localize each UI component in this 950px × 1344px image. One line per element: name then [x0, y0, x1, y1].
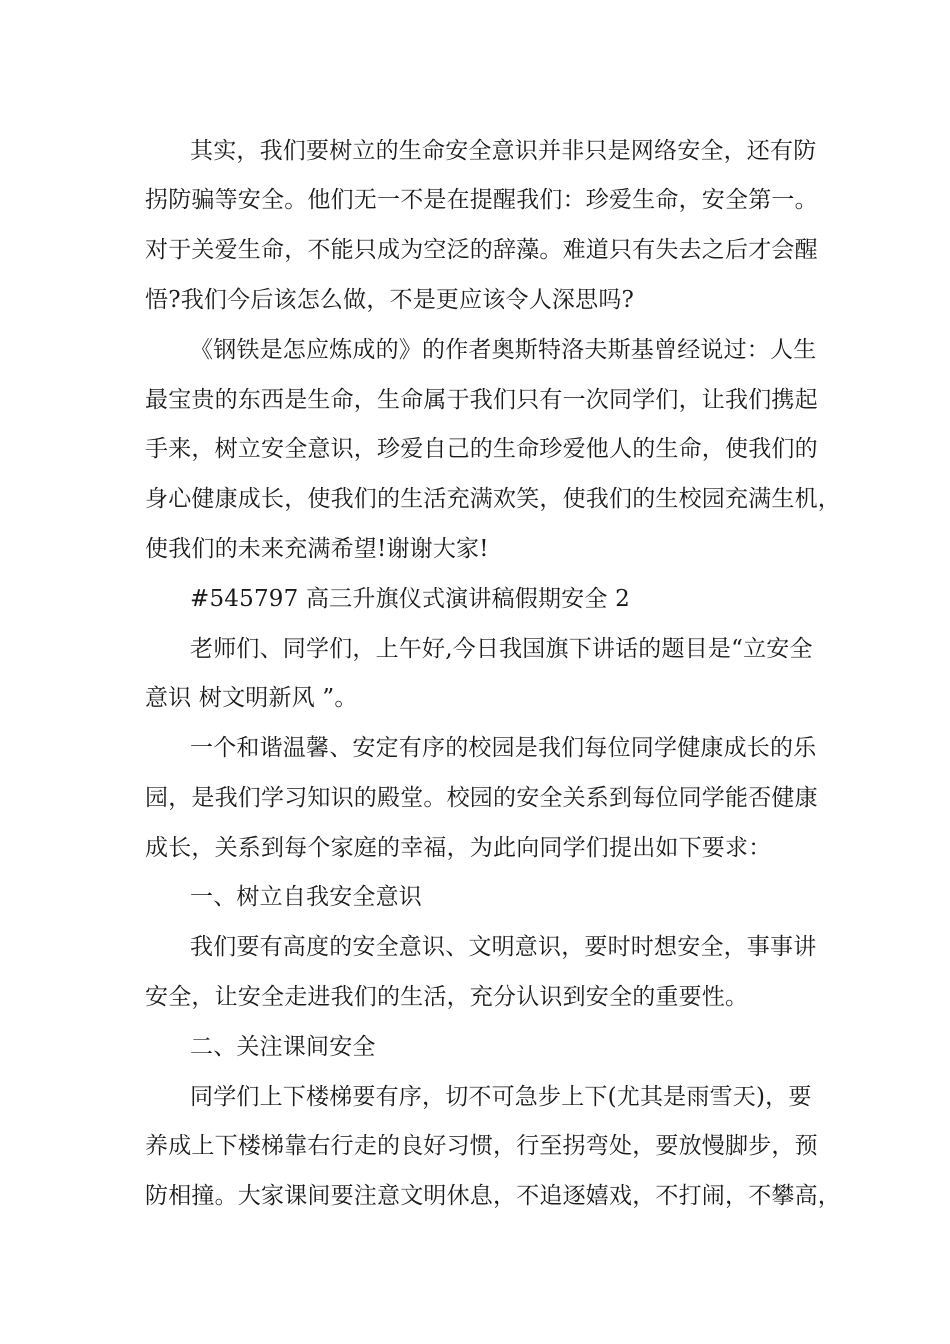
- paragraph-line: 我们要有高度的安全意识、文明意识，要时时想安全，事事讲: [190, 934, 817, 960]
- paragraph-line: 防相撞。大家课间要注意文明休息，不追逐嬉戏，不打闹，不攀高，: [145, 1183, 841, 1209]
- section-heading: #545797 高三升旗仪式演讲稿假期安全 2: [190, 586, 630, 612]
- paragraph-line: 使我们的未来充满希望!谢谢大家!: [145, 536, 489, 562]
- paragraph-line: 《钢铁是怎应炼成的》的作者奥斯特洛夫斯基曾经说过：人生: [190, 337, 817, 363]
- paragraph-line: 养成上下楼梯靠右行走的良好习惯，行至拐弯处，要放慢脚步，预: [145, 1133, 818, 1159]
- paragraph-line: 老师们、同学们，上午好,今日我国旗下讲话的题目是“立安全: [190, 636, 813, 662]
- paragraph-line: 成长，关系到每个家庭的幸福，为此向同学们提出如下要求：: [145, 835, 772, 861]
- paragraph-line: 拐防骗等安全。他们无一不是在提醒我们：珍爱生命，安全第一。: [145, 187, 818, 213]
- paragraph-line: 一个和谐温馨、安定有序的校园是我们每位同学健康成长的乐: [190, 735, 817, 761]
- paragraph-line: 意识 树文明新风 ”。: [145, 685, 358, 711]
- paragraph-line: 身心健康成长，使我们的生活充满欢笑，使我们的生校园充满生机，: [145, 486, 841, 512]
- paragraph-line: 对于关爱生命，不能只成为空泛的辞藻。难道只有失去之后才会醒: [145, 237, 818, 263]
- paragraph-line: 最宝贵的东西是生命，生命属于我们只有一次同学们，让我们携起: [145, 387, 818, 413]
- subheading: 二、关注课间安全: [190, 1034, 376, 1060]
- paragraph-line: 其实，我们要树立的生命安全意识并非只是网络安全，还有防: [190, 138, 817, 164]
- subheading: 一、树立自我安全意识: [190, 884, 422, 910]
- paragraph-line: 悟?我们今后该怎么做，不是更应该令人深思吗?: [145, 287, 635, 313]
- paragraph-line: 同学们上下楼梯要有序，切不可急步上下(尤其是雨雪天)，要: [190, 1084, 812, 1110]
- paragraph-line: 园，是我们学习知识的殿堂。校园的安全关系到每位同学能否健康: [145, 785, 818, 811]
- paragraph-line: 手来，树立安全意识，珍爱自己的生命珍爱他人的生命，使我们的: [145, 436, 818, 462]
- paragraph-line: 安全，让安全走进我们的生活，充分认识到安全的重要性。: [145, 984, 749, 1010]
